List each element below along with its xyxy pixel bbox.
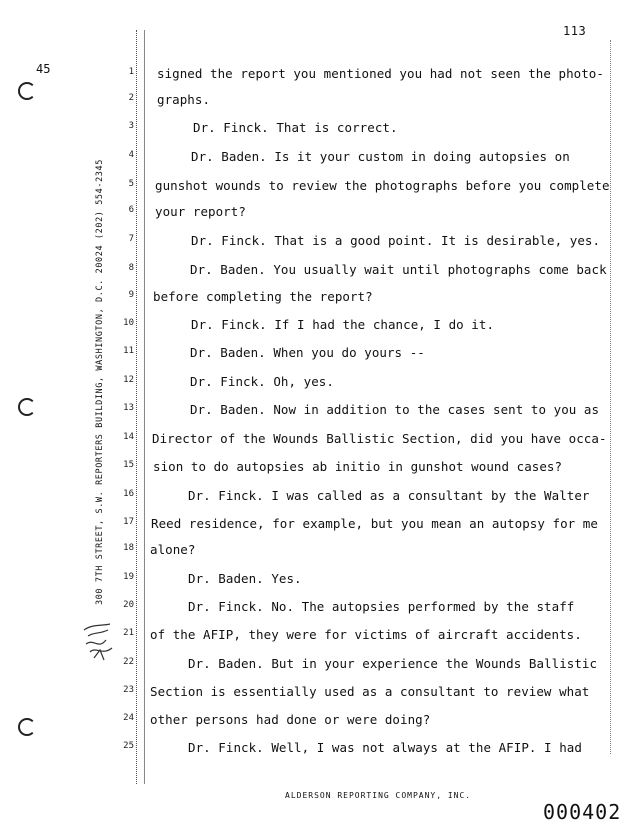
punch-hole-bottom [18,718,36,736]
transcript-line: Reed residence, for example, but you mean an autopsy for me [151,516,598,531]
margin-rule-left [136,30,137,784]
transcript-line: alone? [150,542,196,557]
transcript-line: Dr. Baden. When you do yours -- [190,345,425,360]
transcript-line: Dr. Baden. But in your experience the Wounds Ballistic [188,656,598,671]
line-number: 7 [128,234,134,244]
transcript-line: sion to do autopsies ab initio in gunshot wound cases? [153,459,563,474]
transcript-line: Dr. Finck. That is correct. [193,120,398,135]
line-number: 9 [128,290,134,300]
transcript-line: of the AFIP, they were for victims of aircraft accidents. [150,627,582,642]
line-number: 18 [123,543,134,553]
transcript-line: before completing the report? [153,289,373,304]
transcript-line: graphs. [157,92,211,107]
line-number: 10 [123,318,134,328]
transcript-line: other persons had done or were doing? [150,712,431,727]
margin-rule-inner [144,30,145,784]
transcript-line: Dr. Baden. You usually wait until photographs come back [190,262,607,277]
line-number: 21 [123,628,134,638]
line-number: 5 [128,179,134,189]
line-number: 6 [128,205,134,215]
transcript-line: your report? [155,204,246,219]
footer-company: ALDERSON REPORTING COMPANY, INC. [285,791,472,800]
transcript-line: Dr. Finck. I was called as a consultant by the Walter [188,488,590,503]
line-number: 22 [123,657,134,667]
transcript-line: Director of the Wounds Ballistic Section, did you have occa- [152,431,607,446]
line-number: 3 [128,121,134,131]
transcript-line: gunshot wounds to review the photographs before you complete [155,178,610,193]
line-number: 25 [123,741,134,751]
line-number: 16 [123,489,134,499]
reporter-address-stamp: 300 7TH STREET, S.W. REPORTERS BUILDING, WASHINGTON, D.C. 20024 (202) 554-2345 [95,159,105,605]
punch-hole-top [18,82,36,100]
transcript-line: Dr. Finck. No. The autopsies performed by the staff [188,599,575,614]
line-number: 13 [123,403,134,413]
page-number: 113 [563,24,587,38]
line-number: 17 [123,517,134,527]
transcript-line: Dr. Finck. Oh, yes. [190,374,334,389]
transcript-line: Dr. Finck. If I had the chance, I do it. [191,317,495,332]
line-number: 1 [128,67,134,77]
line-number: 2 [128,93,134,103]
line-number: 4 [128,150,134,160]
margin-number: 45 [36,62,51,76]
line-number: 12 [123,375,134,385]
transcript-line: Dr. Finck. Well, I was not always at the AFIP. I had [188,740,582,755]
line-number: 24 [123,713,134,723]
transcript-line: Dr. Finck. That is a good point. It is desirable, yes. [191,233,601,248]
line-number: 11 [123,346,134,356]
line-number: 8 [128,263,134,273]
line-number: 23 [123,685,134,695]
punch-hole-middle [18,398,36,416]
margin-rule-right [610,40,611,754]
transcript-line: Dr. Baden. Is it your custom in doing autopsies on [191,149,570,164]
transcript-line: Section is essentially used as a consultant to review what [150,684,590,699]
line-number: 15 [123,460,134,470]
handwritten-mark [80,620,120,665]
document-id: 000402 [543,800,622,824]
transcript-line: Dr. Baden. Now in addition to the cases sent to you as [190,402,600,417]
transcript-line: signed the report you mentioned you had not seen the photo- [157,66,604,81]
line-number: 19 [123,572,134,582]
line-number: 14 [123,432,134,442]
line-number: 20 [123,600,134,610]
transcript-line: Dr. Baden. Yes. [188,571,302,586]
